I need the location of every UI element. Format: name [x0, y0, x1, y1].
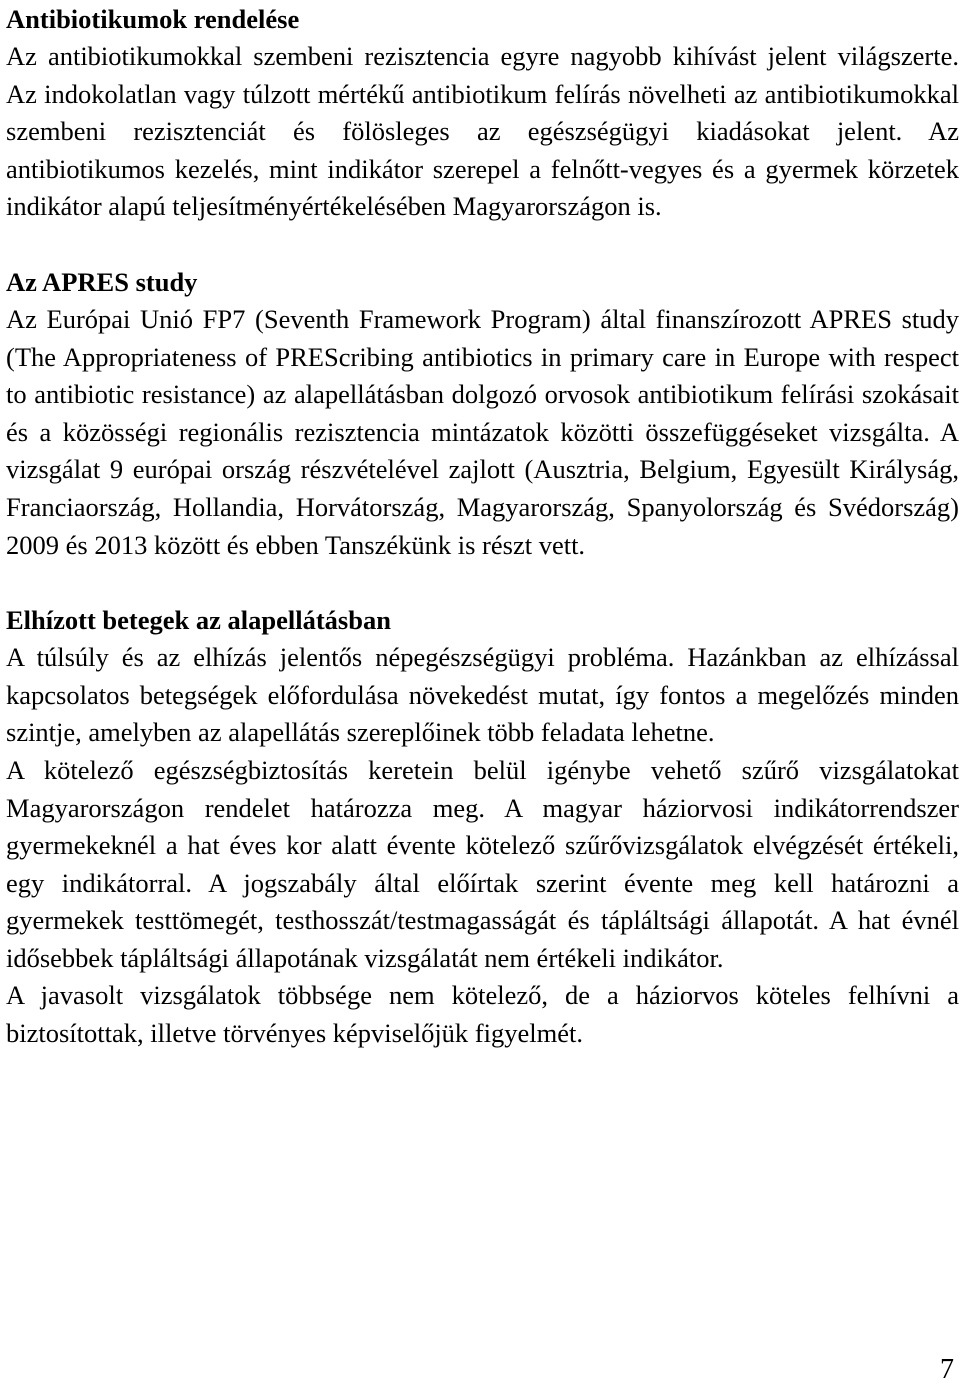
page-number: 7 [940, 1354, 954, 1385]
document-page [6, 0, 959, 1053]
section-apres-study [6, 263, 959, 564]
section-paragraph: A kötelező egészségbiztosítás keretein belül igénybe vehető szűrő vizsgálatokat Magyarországon rendelet határozza meg. A magyar háziorvosi indikátorrendszer gyermekeknél a hat éves kor alatt évente kötelező szűrővizsgálatok elvégzését értékeli, egy indikátorral. A jogszabály által előírtak szerint évente meg kell határozni a gyermekek testtömegét, testhosszát/testmagasságát és tápláltsági állapotát. A hat évnél idősebbek tápláltsági állapotának vizsgálatát nem értékeli indikátor. [6, 754, 959, 973]
section-paragraph: A javasolt vizsgálatok többsége nem kötelező, de a háziorvos köteles felhívni a biztosítottak, illetve törvényes képviselőjük figyelmét. [6, 980, 959, 1049]
section-paragraph: A túlsúly és az elhízás jelentős népegészségügyi probléma. Hazánkban az elhízással kapcsolatos betegségek előfordulása növekedést mutat, így fontos a megelőzés minden szintje, amelyben az alapellátás szereplőinek több feladata lehetne. [6, 642, 959, 748]
section-antibiotic-prescribing [6, 0, 959, 226]
section-paragraph: Az Európai Unió FP7 (Seventh Framework Program) által finanszírozott APRES study (The Appropriateness of PREScribing antibiotics in primary care in Europe with respect to antibiotic resistance) az alapellátásban dolgozó orvosok antibiotikum felírási szokásait és a közösségi regionális rezisztencia mintázatok közötti összefüggéseket vizsgálta. A vizsgálat 9 európai ország részvételével zajlott (Ausztria, Belgium, Egyesült Királyság, Franciaország, Hollandia, Horvátország, Magyarország, Spanyolország és Svédország) 2009 és 2013 között és ebben Tanszékünk is részt vett. [6, 303, 959, 560]
spacer [6, 226, 959, 263]
section-obese-patients [6, 601, 959, 1053]
section-heading: Antibiotikumok rendelése [6, 4, 300, 34]
section-paragraph: Az antibiotikumokkal szembeni rezisztencia egyre nagyobb kihívást jelent világszerte. Az indokolatlan vagy túlzott mértékű antibiotikum felírás növelheti az antibiotikumokkal szembeni rezisztenciát és fölösleges az egészségügyi kiadásokat jelent. Az antibiotikumos kezelés, mint indikátor szerepel a felnőtt-vegyes és a gyermek körzetek indikátor alapú teljesítményértékelésében Magyarországon is. [6, 41, 959, 222]
section-heading: Elhízott betegek az alapellátásban [6, 605, 391, 636]
section-heading: Az APRES study [6, 266, 198, 297]
spacer [6, 564, 959, 601]
